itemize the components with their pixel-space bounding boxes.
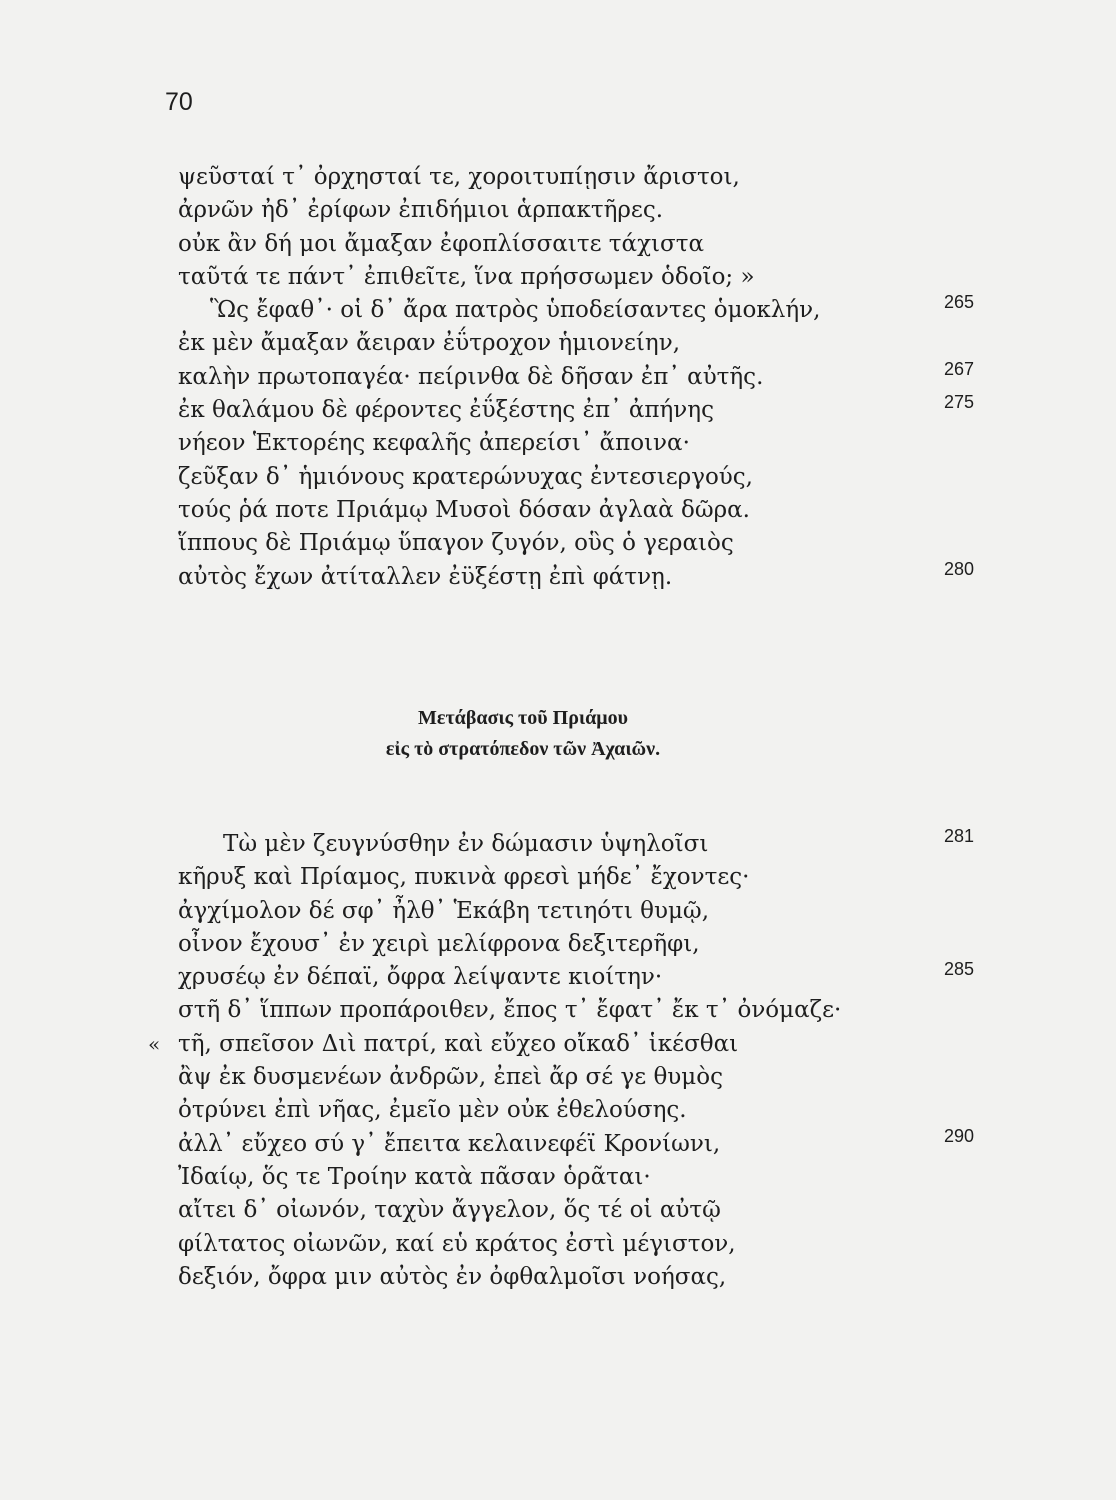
verse-line bbox=[178, 261, 968, 294]
verse-line bbox=[178, 1261, 968, 1294]
verse-line bbox=[178, 461, 968, 494]
page-number: 70 bbox=[165, 88, 193, 116]
verse-text: ἀγχίμολον δέ σφ᾽ ἦλθ᾽ Ἑκάβη τετιηότι θυμῷ, bbox=[178, 897, 709, 924]
verse-line bbox=[178, 494, 968, 527]
verse-line bbox=[178, 1228, 968, 1261]
verse-text: ἀλλ᾽ εὔχεο σύ γ᾽ ἔπειτα κελαινεφέϊ Κρονίωνι, bbox=[178, 1130, 721, 1157]
verse-line bbox=[178, 895, 968, 928]
section-heading-line: Μετάβασις τοῦ Πριάμου bbox=[418, 707, 628, 729]
line-number: 281 bbox=[944, 826, 975, 846]
verse-line bbox=[148, 1028, 968, 1061]
verse-text: οὐκ ἂν δή μοι ἄμαξαν ἐφοπλίσσαιτε τάχιστα bbox=[178, 230, 704, 257]
verse-line bbox=[178, 327, 968, 360]
section-heading-line: εἰς τὸ στρατόπεδον τῶν Ἀχαιῶν. bbox=[385, 738, 661, 760]
verse-text: στῆ δ᾽ ἵππων προπάροιθεν, ἔπος τ᾽ ἔφατ᾽ ἔκ τ᾽ ὀνόμαζε· bbox=[178, 997, 842, 1024]
verse-line bbox=[178, 194, 968, 227]
verse-text: Τὼ μὲν ζευγνύσθην ἐν δώμασιν ὑψηλοῖσι bbox=[223, 831, 709, 857]
line-number: 280 bbox=[944, 558, 975, 579]
line-number: 267 bbox=[944, 358, 975, 379]
passage-bottom bbox=[148, 826, 975, 1294]
verse-text: ψεῦσταί τ᾽ ὀρχησταί τε, χοροιτυπίῃσιν ἄριστοι, bbox=[178, 164, 740, 190]
verse-text: τῆ, σπεῖσον Διὶ πατρί, καὶ εὔχεο οἴκαδ᾽ ἱκέσθαι bbox=[178, 1030, 739, 1057]
verse-text: νήεον Ἑκτορέης κεφαλῆς ἀπερείσι᾽ ἄποινα· bbox=[178, 430, 690, 457]
verse-line bbox=[178, 1194, 968, 1227]
verse-text: ἐκ μὲν ἄμαξαν ἄειραν ἐΰτροχον ἡμιονείην, bbox=[178, 330, 681, 357]
verse-line bbox=[178, 928, 968, 961]
verse-line bbox=[178, 994, 968, 1027]
verse-text: τούς ῥά ποτε Πριάμῳ Μυσοὶ δόσαν ἀγλαὰ δῶρα. bbox=[178, 496, 750, 523]
verse-text: χρυσέῳ ἐν δέπαϊ, ὄφρα λείψαντε κιοίτην· bbox=[178, 964, 663, 991]
line-number: 290 bbox=[944, 1125, 975, 1146]
verse-line bbox=[178, 959, 975, 994]
verse-text: οἶνον ἔχουσ᾽ ἐν χειρὶ μελίφρονα δεξιτερῆφι, bbox=[178, 930, 700, 957]
verse-line bbox=[178, 228, 968, 261]
line-number: 275 bbox=[944, 392, 975, 413]
verse-text: ἐκ θαλάμου δὲ φέροντες ἐΰξέστης ἐπ᾽ ἀπήνης bbox=[178, 397, 714, 424]
verse-text: Ἰδαίῳ, ὅς τε Τροίην κατὰ πᾶσαν ὁρᾶται· bbox=[178, 1163, 651, 1190]
verse-line bbox=[178, 392, 975, 427]
section-heading bbox=[178, 703, 868, 765]
verse-text: αἴτει δ᾽ οἰωνόν, ταχὺν ἄγγελον, ὅς τέ οἱ αὐτῷ bbox=[178, 1197, 721, 1224]
verse-text: ἵππους δὲ Πριάμῳ ὕπαγον ζυγόν, οὓς ὁ γεραιὸς bbox=[178, 530, 734, 557]
verse-text: ταῦτά τε πάντ᾽ ἐπιθεῖτε, ἵνα πρήσσωμεν ὁδοῖο; » bbox=[178, 263, 755, 290]
verse-text: ζεῦξαν δ᾽ ἡμιόνους κρατερώνυχας ἐντεσιεργούς, bbox=[178, 463, 753, 490]
verse-text: ἂψ ἐκ δυσμενέων ἀνδρῶν, ἐπεὶ ἄρ σέ γε θυμὸς bbox=[178, 1064, 723, 1091]
line-number: 285 bbox=[944, 959, 975, 980]
verse-text: καλὴν πρωτοπαγέα· πείρινθα δὲ δῆσαν ἐπ᾽ αὐτῆς. bbox=[178, 363, 764, 390]
verse-line bbox=[178, 1125, 975, 1161]
verse-text: ὀτρύνει ἐπὶ νῆας, ἐμεῖο μὲν οὐκ ἐθελούσης. bbox=[178, 1097, 687, 1124]
verse-line bbox=[178, 558, 975, 594]
verse-text: φίλτατος οἰωνῶν, καί εὑ κράτος ἐστὶ μέγιστον, bbox=[178, 1230, 736, 1257]
verse-line bbox=[178, 1061, 968, 1094]
verse-line bbox=[178, 161, 968, 194]
verse-line bbox=[178, 292, 975, 327]
verse-line bbox=[178, 861, 968, 894]
passage-top bbox=[178, 161, 975, 594]
verse-text: δεξιόν, ὄφρα μιν αὐτὸς ἐν ὀφθαλμοῖσι νοήσας, bbox=[178, 1263, 727, 1290]
verse-line bbox=[178, 1094, 968, 1127]
quote-mark: « bbox=[148, 1031, 161, 1056]
line-number: 265 bbox=[944, 292, 975, 313]
verse-text: κῆρυξ καὶ Πρίαμος, πυκινὰ φρεσὶ μήδε᾽ ἔχοντες· bbox=[178, 864, 750, 891]
verse-text: αὐτὸς ἔχων ἀτίταλλεν ἐϋξέστῃ ἐπὶ φάτνῃ. bbox=[178, 563, 673, 590]
verse-line bbox=[178, 527, 968, 560]
verse-line bbox=[178, 826, 975, 861]
verse-line bbox=[178, 358, 975, 394]
verse-text: ἀρνῶν ἠδ᾽ ἐρίφων ἐπιδήμιοι ἁρπακτῆρες. bbox=[178, 197, 664, 224]
verse-text: Ὣς ἔφαθ᾽· οἱ δ᾽ ἄρα πατρὸς ὑποδείσαντες ὁμοκλήν, bbox=[210, 297, 821, 324]
verse-line bbox=[178, 1161, 968, 1194]
verse-line bbox=[178, 427, 968, 460]
